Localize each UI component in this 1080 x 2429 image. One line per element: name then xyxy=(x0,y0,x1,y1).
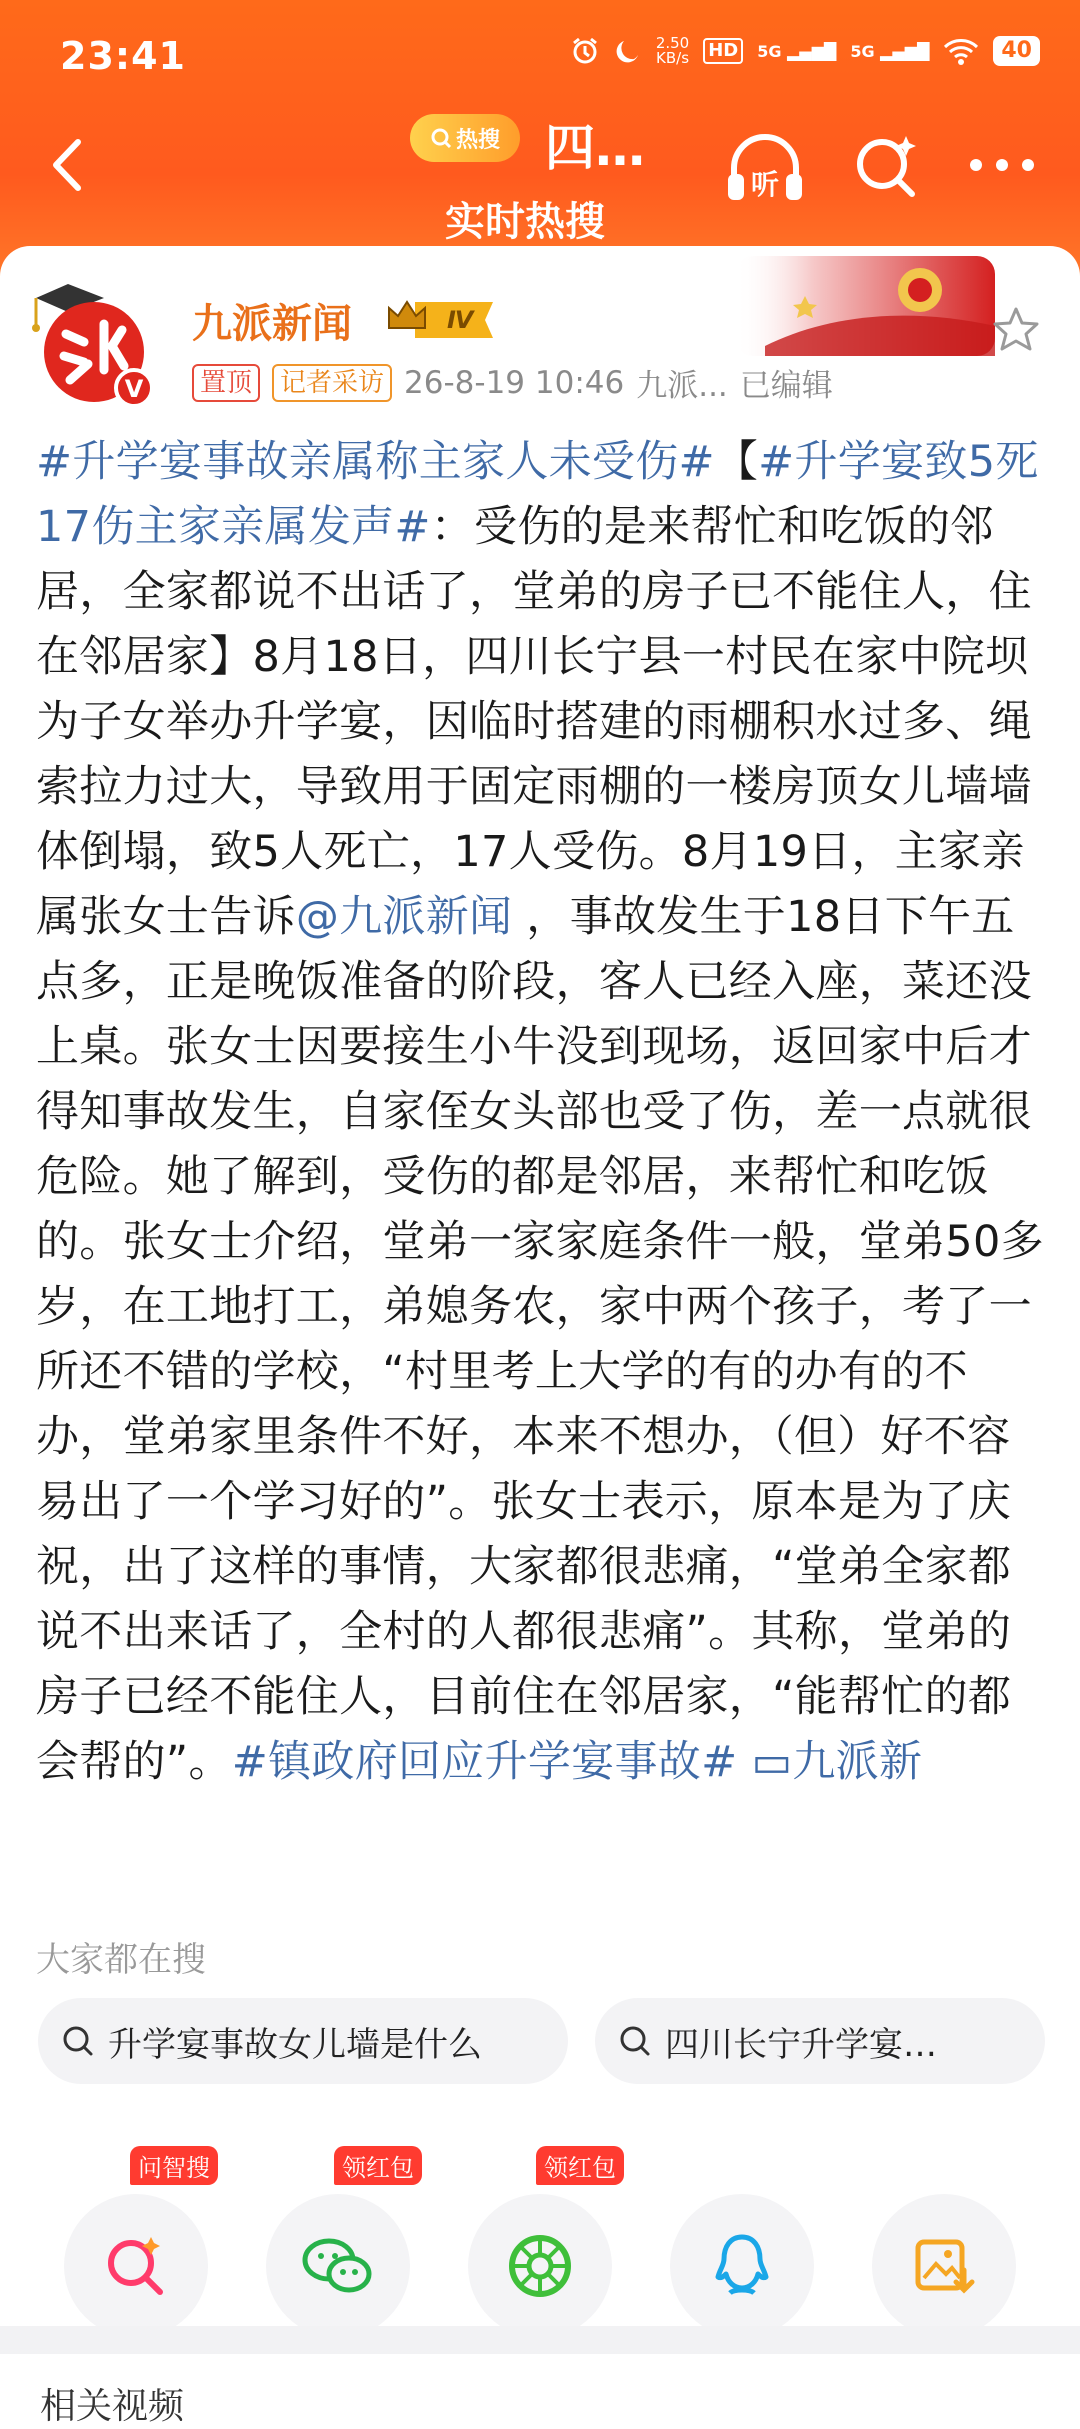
ai-search-badge: 问智搜 xyxy=(130,2146,218,2185)
status-icons xyxy=(570,36,1040,66)
hd-badge: HD xyxy=(703,38,743,64)
post-meta xyxy=(192,360,833,405)
post-card xyxy=(0,246,1080,2427)
hashtag-link[interactable]: #升学宴事故亲属称主家人未受伤# xyxy=(36,437,715,487)
more-dots-icon xyxy=(962,130,1042,200)
red-packet-badge: 领红包 xyxy=(334,2146,422,2185)
status-bar xyxy=(0,0,1080,110)
reporter-tag: 记者采访 xyxy=(272,364,392,402)
jiupai-logo-icon xyxy=(30,276,160,411)
svg-text:V: V xyxy=(124,375,144,403)
ai-search-icon xyxy=(850,130,922,202)
post-body xyxy=(36,430,1046,1795)
back-button[interactable] xyxy=(40,130,100,200)
related-videos-title: 相关视频 xyxy=(40,2386,185,2427)
alarm-icon xyxy=(570,36,600,66)
wifi-icon xyxy=(943,37,979,65)
post-source: 九派... xyxy=(636,368,728,404)
svg-text:Ⅳ: Ⅳ xyxy=(447,306,474,334)
qq-icon xyxy=(712,2231,772,2301)
svg-text:听: 听 xyxy=(750,168,780,201)
signal-sim2: 5G ▂▄▆█ xyxy=(850,41,930,61)
decorative-banner xyxy=(735,256,995,356)
moments-icon xyxy=(505,2231,575,2301)
level-badge xyxy=(385,294,500,338)
star-icon xyxy=(990,304,1042,356)
net-speed: 2.50 KB/s xyxy=(655,34,690,67)
related-search-chip[interactable]: 四川长宁升学宴… xyxy=(595,1998,1045,2084)
battery-indicator: 40 xyxy=(993,36,1040,66)
qq-share-button[interactable] xyxy=(670,2194,814,2338)
body-text: ：受伤的是来帮忙和吃饭的邻居，全家都说不出话了，堂弟的房子已不能住人，住在邻居家】8月18日，四川长宁县一村民在家中院坝为子女举办升学宴，因临时搭建的雨棚积水过多、绳索拉力过大，导致用于固定雨棚的一楼房顶女儿墙墙体倒塌，致5人死亡，17人受伤。8月19日，主家亲属张女士告诉 xyxy=(36,502,1032,942)
video-link[interactable]: ▭九派新 xyxy=(751,1737,923,1787)
favorite-button[interactable] xyxy=(990,304,1042,356)
signal-sim1: 5G ▂▄▆█ xyxy=(757,41,837,61)
save-image-icon xyxy=(912,2234,976,2298)
author-name[interactable]: 九派新闻 xyxy=(192,301,352,347)
pinned-tag: 置顶 xyxy=(192,364,260,402)
ai-search-icon xyxy=(101,2231,171,2301)
related-search-chip[interactable]: 升学宴事故女儿墙是什么 xyxy=(38,1998,568,2084)
listen-button[interactable] xyxy=(720,128,810,208)
hashtag-link[interactable]: #升学宴致5死17伤主家亲属发声# xyxy=(36,437,1039,552)
search-icon xyxy=(617,2023,653,2059)
author-avatar[interactable] xyxy=(30,276,160,411)
chevron-left-icon xyxy=(40,130,100,200)
edited-label[interactable]: 已编辑 xyxy=(739,368,833,404)
share-actions xyxy=(0,2146,1080,2306)
hot-search-pill[interactable]: 热搜 xyxy=(410,114,520,162)
more-button[interactable] xyxy=(962,130,1042,200)
search-icon xyxy=(60,2023,96,2059)
wechat-icon xyxy=(301,2234,375,2298)
emblem-banner-icon xyxy=(735,256,995,356)
hashtag-link[interactable]: #镇政府回应升学宴事故# xyxy=(231,1737,738,1787)
wechat-share-button[interactable] xyxy=(266,2194,410,2338)
body-text: 【 xyxy=(714,437,759,487)
post-datetime: 26-8-19 10:46 xyxy=(404,364,625,401)
status-time: 23:41 xyxy=(60,34,186,78)
red-packet-badge: 领红包 xyxy=(536,2146,624,2185)
ai-search-share-button[interactable] xyxy=(64,2194,208,2338)
save-image-button[interactable] xyxy=(872,2194,1016,2338)
related-search-title: 大家都在搜 xyxy=(36,1940,206,1980)
search-button[interactable] xyxy=(850,130,922,202)
nav-subtitle: 实时热搜 xyxy=(445,199,605,245)
headphones-icon xyxy=(720,128,810,208)
mention-link[interactable]: @九派新闻 xyxy=(295,892,513,942)
search-icon xyxy=(430,127,452,149)
section-divider xyxy=(0,2326,1080,2354)
crown-level-icon xyxy=(385,294,500,338)
moon-icon xyxy=(614,37,642,65)
nav-title: 四… xyxy=(545,119,645,177)
moments-share-button[interactable] xyxy=(468,2194,612,2338)
body-text xyxy=(737,1737,751,1787)
top-nav xyxy=(0,100,1080,250)
nav-title-area xyxy=(410,108,680,248)
body-text: ，事故发生于18日下午五点多，正是晚饭准备的阶段，客人已经入座，菜还没上桌。张女士因要接生小牛没到现场，返回家中后才得知事故发生，自家侄女头部也受了伤，差一点就很危险。她了解到，受伤的都是邻居，来帮忙和吃饭的。张女士介绍，堂弟一家家庭条件一般，堂弟50多岁，在工地打工，弟媳务农，家中两个孩子，考了一所还不错的学校，“村里考上大学的有的办有的不办，堂弟家里条件不好，本来不想办，（但）好不容易出了一个学习好的”。张女士表示，原本是为了庆祝，出了这样的事情，大家都很悲痛，“堂弟全家都说不出来话了，全村的人都很悲痛”。其称，堂弟的房子已经不能住人，目前住在邻居家，“能帮忙的都会帮的”。 xyxy=(36,892,1044,1787)
